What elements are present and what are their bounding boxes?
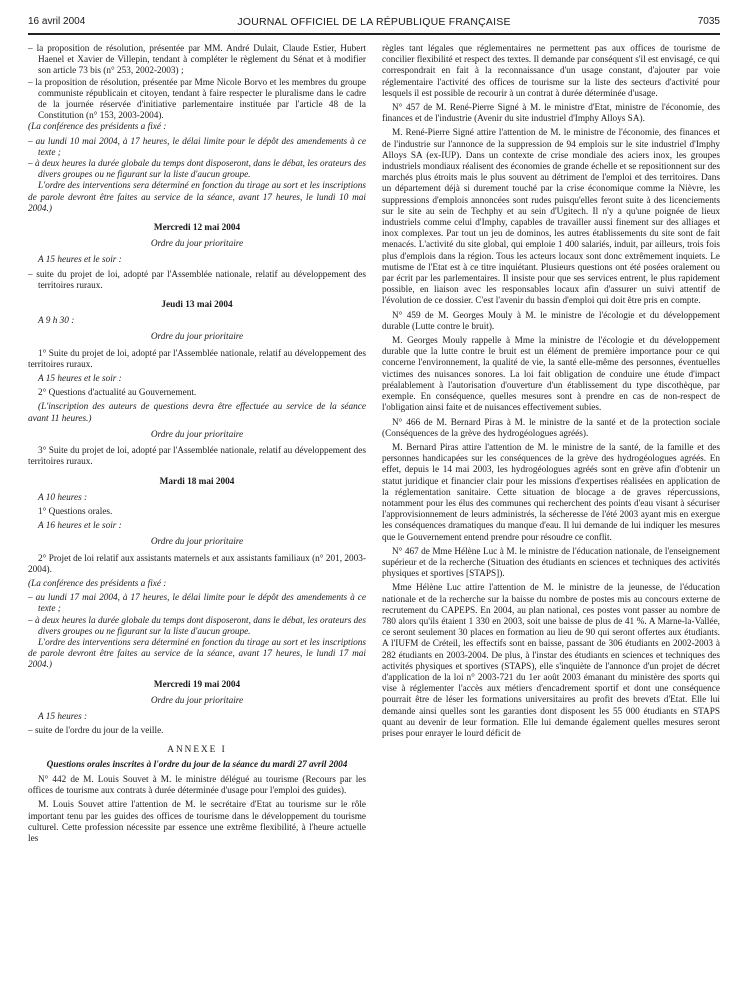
right-column <box>382 44 720 743</box>
question-title: N° 466 de M. Bernard Piras à M. le ministre de la santé et de la protection sociale (Conséquences de la grève des hydrogéologues agréés). <box>382 417 720 439</box>
agenda-item: – suite de l'ordre du jour de la veille. <box>28 726 164 737</box>
time-line: A 10 heures : <box>38 492 88 503</box>
order-heading: Ordre du jour prioritaire <box>150 239 244 250</box>
question-title: N° 459 de M. Georges Mouly à M. le ministre de l'écologie et du développement durable (Lutte contre le bruit). <box>382 310 720 332</box>
intro-item: – la proposition de résolution, présentée par MM. André Dulait, Claude Estier, Hubert Haenel et Xavier de Villepin, tendant à compléter le règlement du Sénat et à modifier son article 73 bis (n° 253, 2002-2003) ; <box>28 44 366 77</box>
header-rule <box>28 33 720 35</box>
day-heading: Mardi 18 mai 2004 <box>159 476 235 487</box>
intro-item: – la proposition de résolution, présentée par Mme Nicole Borvo et les membres du groupe communiste républicain et citoyen, tendant à faire respecter le pluralisme dans le cadre de la journée réservée d'initiative parlementaire instituée par l'article 48 de la Constitution (n° 153, 2003-2004). <box>28 77 366 122</box>
day-heading: Jeudi 13 mai 2004 <box>161 300 233 311</box>
agenda-item: – suite du projet de loi, adopté par l'Assemblée nationale, relatif au développement des territoires ruraux. <box>28 269 366 291</box>
conference-item: – à deux heures la durée globale du temps dont disposeront, dans le débat, les orateurs des divers groupes ou ne figurant sur la liste d'aucun groupe. <box>28 159 366 181</box>
header-date: 16 avril 2004 <box>28 16 86 27</box>
question-title: N° 442 de M. Louis Souvet à M. le ministre délégué au tourisme (Recours par les offices de tourisme aux contrats à durée déterminée d'usage pour l'emploi des guides). <box>28 775 366 797</box>
conference-end: L'ordre des interventions sera déterminé en fonction du tirage au sort et les inscriptions de parole devront être faites au service de la séance, avant 17 heures, le lundi 10 mai 2004.) <box>28 181 366 214</box>
annex-title: Questions orales inscrites à l'ordre du jour de la séance du mardi 27 avril 2004 <box>46 759 348 770</box>
question-body: M. Bernard Piras attire l'attention de M. le ministre de la santé, de la famille et des personnes handicapées sur les conséquences de la grève des hydrogéologues agréés. En effet, depuis le 14 mai 2003, les hydrogéologues agréés sont en grève afin d'obtenir un statut juridique et financier clair pour les missions d'expertises réalisées en application de la réglementation sanitaire. Cette situation de blocage a de graves répercussions, notamment pour les élus des communes qui recherchent des points d'eau visant à sécuriser l'approvisionnement de leurs administrés, la sécheresse de l'été 2003 ayant mis en exergue les conséquences dramatiques du manque d'eau. Il lui demande de lui indiquer les mesures que le Gouvernement entend prendre pour résoudre ce conflit. <box>382 442 720 543</box>
conference-end: L'ordre des interventions sera déterminé en fonction du tirage au sort et les inscriptions de parole devront être faites au service de la séance, avant 17 heures, le lundi 17 mai 2004.) <box>28 637 366 671</box>
question-title: N° 457 de M. René-Pierre Signé à M. le ministre d'Etat, ministre de l'économie, des finances et de l'industrie (Avenir du site industriel d'Imphy Alloys SA). <box>382 103 720 125</box>
header-page-number: 7035 <box>697 16 720 27</box>
conference-item: – au lundi 10 mai 2004, à 17 heures, le délai limite pour le dépôt des amendements à ce texte ; <box>28 136 366 158</box>
time-line: A 15 heures et le soir : <box>38 374 122 385</box>
order-heading: Ordre du jour prioritaire <box>150 695 244 706</box>
agenda-item: 2° Questions d'actualité au Gouvernement. <box>38 388 197 399</box>
question-body: M. René-Pierre Signé attire l'attention de M. le ministre de l'économie, des finances et de l'industrie sur l'annonce de la suppression de 94 emplois sur le site industriel d'Imphy Alloys SA (ex-IUP). Dans un contexte de crise mondiale des aciers inox, les groupes industriels mondiaux réalisent des économies de grande échelle et se repositionnent sur des marchés plus étroits mais le plus souvent au détriment de l'emploi et des territoires. Dans un département déjà si durement touché par la crise économique comme la Nièvre, les suppressions d'emplois annoncées sont rudes puisqu'elles feront suite à des licenciements sur le site au sein de Techphy et au sein d'Ugitech. Il n'y a qu'une poignée de lieux industriels comme celui d'Imphy, capables de travailler aussi finement sur des alliages et inox complexes. Par tout un jeu de dominos, les autres établissements du site sont de fait menacés. L'activité du site global, qui emploie 1 400 salariés, induit, par ailleurs, trois fois plus d'emplois dans la région. Tous les acteurs locaux sont donc extrêmement inquiets. Le mutisme de l'Etat est à ce titre inquiétant. Plusieurs questions ont été posées oralement ou par écrit par les parlementaires. Il insiste pour que ses services entrent, le plus rapidement possible, en liaison avec les responsables locaux afin d'assurer un suivi attentif de l'évolution de ce dossier. C'est l'avenir du bassin d'emploi qui doit être pris en compte. <box>382 128 720 307</box>
conference-note: (La conférence des présidents a fixé : <box>28 578 167 589</box>
time-line: A 9 h 30 : <box>38 316 75 327</box>
question-title: N° 467 de Mme Hélène Luc à M. le ministre de l'éducation nationale, de l'enseignement supérieur et de la recherche (Situation des étudiants en sciences et techniques des activités physiques et sportives [STAPS]). <box>382 546 720 580</box>
question-body-continued: règles tant légales que réglementaires ne permettent pas aux offices de tourisme de concilier flexibilité et respect des textes. Il demande par conséquent s'il est envisagé, ce qui correspondrait en fait à la reconnaissance d'un usage constant, d'ajouter par voie réglementaire l'activité des offices de tourisme sur la liste des secteurs d'activité pour lesquels il est possible de recourir à un contrat à durée déterminée d'usage. <box>382 44 720 99</box>
header-title: JOURNAL OFFICIEL DE LA RÉPUBLIQUE FRANÇAISE <box>237 16 511 28</box>
time-line: A 15 heures et le soir : <box>38 255 122 266</box>
conference-item: – au lundi 17 mai 2004, à 17 heures, le délai limite pour le dépôt des amendements à ce texte ; <box>28 593 366 615</box>
order-heading: Ordre du jour prioritaire <box>150 537 244 548</box>
page-header <box>28 16 720 32</box>
order-heading: Ordre du jour prioritaire <box>150 429 244 440</box>
time-line: A 16 heures et le soir : <box>38 521 122 532</box>
agenda-item: 3° Suite du projet de loi, adopté par l'Assemblée nationale, relatif au développement des territoires ruraux. <box>28 446 366 468</box>
day-heading: Mercredi 12 mai 2004 <box>153 223 241 234</box>
question-body: Mme Hélène Luc attire l'attention de M. le ministre de la jeunesse, de l'éducation nationale et de la recherche sur la baisse du nombre de postes mis au concours externe de recrutement du CAPEPS. En 2004, au plan national, ces postes vont passer au nombre de 780 alors qu'ils étaient 1 330 en 2003, soit une baisse de plus de 41 %. A Marne-la-Vallée, ce seront seulement 30 places en formation au lieu de 90 qui seront offertes aux étudiants. A l'IUFM de Créteil, les effectifs sont en baisse, passant de 306 étudiants en 2002-2003 à 282 étudiants en 2003-2004. De plus, à l'instar des étudiants en sciences et techniques des activités physiques et sportives (STAPS), elle s'inquiète de l'annonce d'un projet de décret d'application de la loi n° 2003-721 du 1er août 2003 émanant du ministère des sports qui vise à réglementer l'accès aux métiers d'encadrement sportif et dont une conséquence pourrait être de léser les formations universitaires au profit des brevets d'Etat. Elle lui demande ainsi quelles sont les garanties dont disposent les 55 000 étudiants en STAPS quant au devenir de leur formation. Elle lui demande également quelles mesures seront prises pour enrayer le lourd déficit de <box>382 583 720 739</box>
order-heading: Ordre du jour prioritaire <box>150 332 244 343</box>
agenda-item: 1° Suite du projet de loi, adopté par l'Assemblée nationale, relatif au développement des territoires ruraux. <box>28 348 366 370</box>
agenda-item: 2° Projet de loi relatif aux assistants maternels et aux assistants familiaux (n° 201, 2003-2004). <box>28 553 366 575</box>
conference-note: (La conférence des présidents a fixé : <box>28 122 167 133</box>
conference-item: – à deux heures la durée globale du temps dont disposeront, dans le débat, les orateurs des divers groupes ou ne figurant sur la liste d'aucun groupe. <box>28 615 366 637</box>
left-column <box>28 44 366 848</box>
question-body: M. Louis Souvet attire l'attention de M. le secrétaire d'Etat au tourisme sur le rôle important tenu par les guides des offices de tourisme dans le développement du tourisme culturel. Cette profession nécessite par essence une extrême flexibilité, à l'heure actuelle les <box>28 800 366 845</box>
time-line: A 15 heures : <box>38 711 88 722</box>
annex-heading: ANNEXE I <box>167 745 227 756</box>
day-heading: Mercredi 19 mai 2004 <box>153 679 241 690</box>
agenda-note: (L'inscription des auteurs de questions devra être effectuée au service de la séance avant 11 heures.) <box>28 402 366 424</box>
agenda-item: 1° Questions orales. <box>38 506 113 517</box>
question-body: M. Georges Mouly rappelle à Mme la ministre de l'écologie et du développement durable que la lutte contre le bruit est un élément de première importance pour ce qui concerne l'environnement, la qualité de vie, la santé elle-même des personnes, éventuelles victimes des nuisances sonores. La loi fait obligation de conduire une étude d'impact préalablement à l'autorisation d'ouverture d'un établissement du type discothèque, par exemple. En conséquence, quelles mesures sont à prendre en cas de non-respect de l'obligation ainsi faite et de nuisances effectivement subies. <box>382 336 720 414</box>
